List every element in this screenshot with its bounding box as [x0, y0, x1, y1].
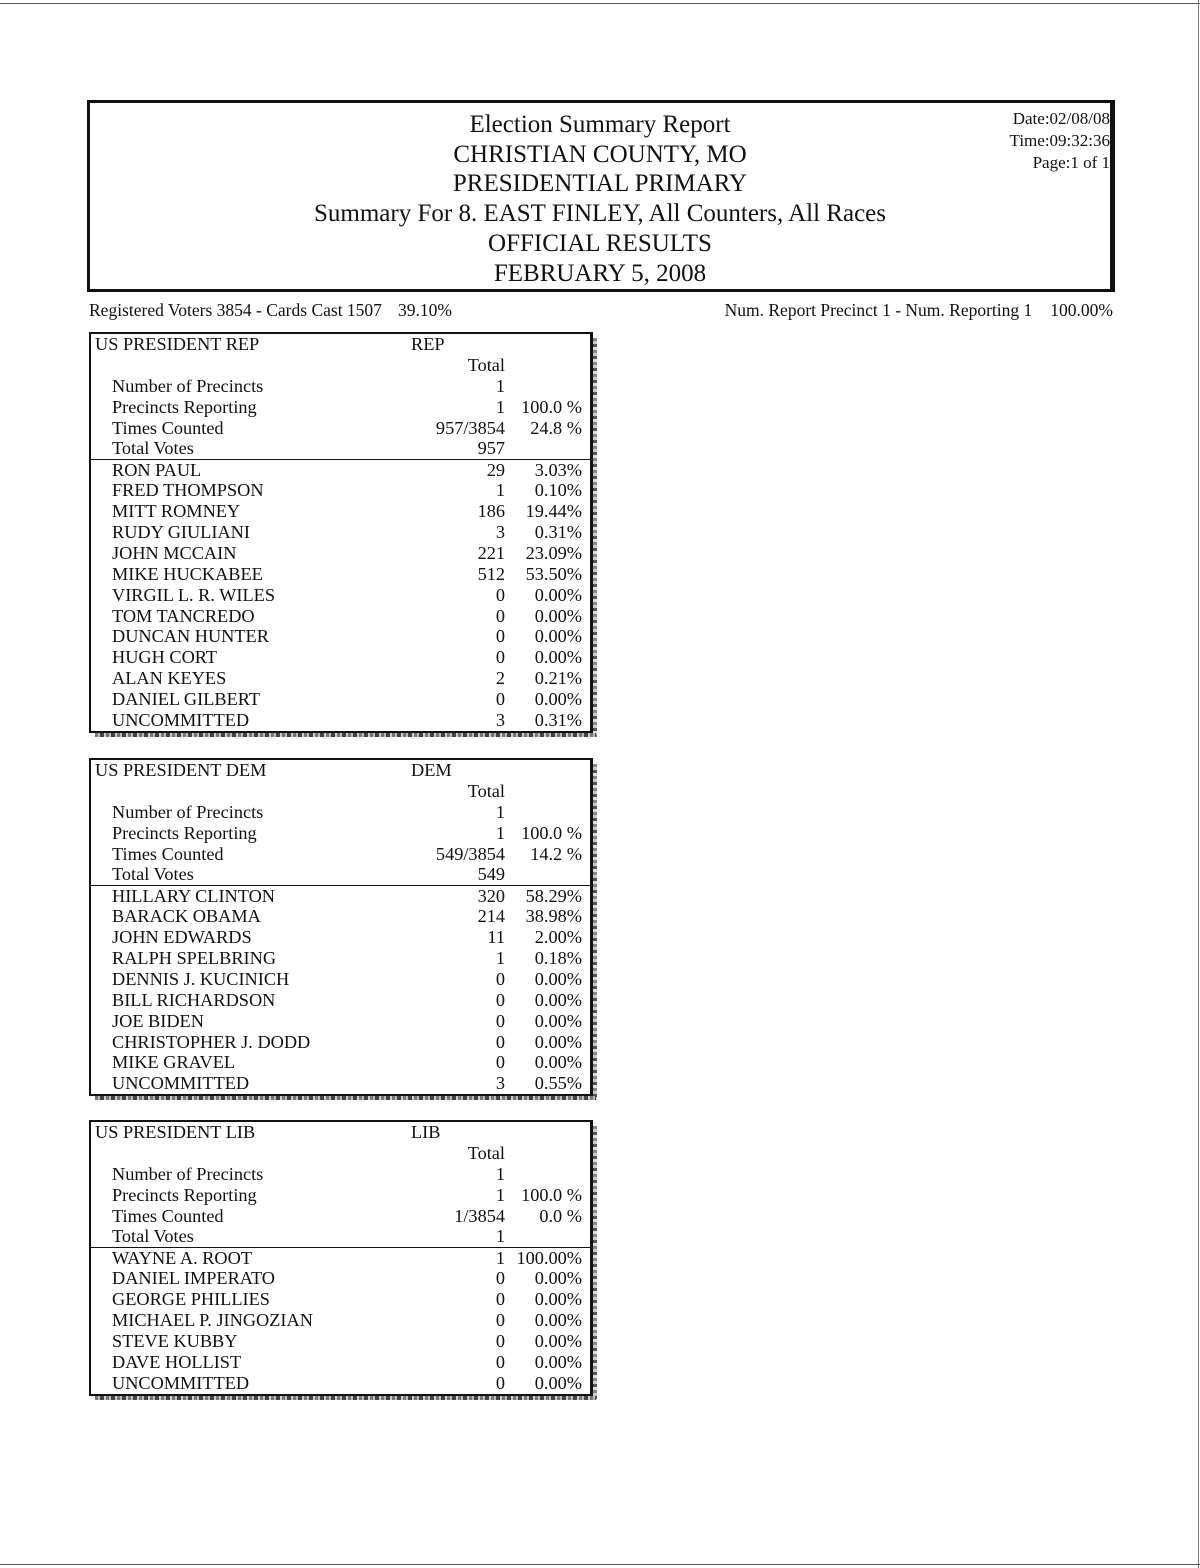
candidate-votes: 0 — [495, 647, 505, 668]
candidate-row — [91, 1073, 590, 1094]
stat-row — [91, 418, 590, 439]
candidate-percent: 0.00% — [534, 1289, 582, 1310]
stat-label: Total Votes — [112, 1226, 194, 1247]
stat-value: 1 — [495, 1226, 505, 1247]
candidate-row — [91, 543, 590, 564]
report-title: Election Summary Report — [469, 111, 731, 138]
stat-value: 1 — [495, 375, 505, 396]
summary-scope: Summary For 8. EAST FINLEY, All Counters, All Races — [314, 200, 886, 228]
candidate-name: MICHAEL P. JINGOZIAN — [112, 1310, 313, 1331]
candidate-percent: 0.18% — [534, 948, 582, 969]
stat-label: Precincts Reporting — [112, 396, 257, 417]
stat-row — [91, 1185, 590, 1206]
candidate-name: UNCOMMITTED — [112, 1073, 250, 1094]
candidate-percent: 58.29% — [525, 886, 582, 907]
candidate-votes: 2 — [495, 668, 505, 689]
candidate-votes: 3 — [495, 1073, 505, 1094]
candidate-row — [91, 969, 590, 990]
candidate-row — [91, 480, 590, 501]
candidate-votes: 186 — [477, 501, 505, 522]
stat-value: 1 — [495, 822, 505, 843]
candidate-percent: 0.31% — [534, 522, 582, 543]
stat-percent: 100.0 % — [521, 396, 582, 417]
candidate-name: STEVE KUBBY — [112, 1330, 238, 1351]
candidate-votes: 512 — [477, 563, 505, 584]
candidate-row — [91, 1331, 590, 1352]
candidate-percent: 0.00% — [534, 626, 582, 647]
candidate-row — [91, 906, 590, 927]
report-page: Page:1 of 1 — [1032, 153, 1110, 172]
report-header — [87, 100, 1115, 292]
stat-value: 957 — [477, 438, 505, 459]
candidate-percent: 0.00% — [534, 689, 582, 710]
race-table-lib — [89, 1120, 593, 1396]
candidate-name: DANIEL IMPERATO — [112, 1268, 276, 1289]
stat-row — [91, 438, 590, 459]
candidate-row — [91, 647, 590, 668]
candidate-percent: 23.09% — [525, 542, 582, 563]
candidate-votes: 214 — [477, 906, 505, 927]
candidate-percent: 100.00% — [516, 1248, 582, 1269]
race-title: US PRESIDENT REP — [95, 334, 260, 354]
candidate-name: DENNIS J. KUCINICH — [112, 968, 290, 989]
candidate-row — [91, 522, 590, 543]
candidate-votes: 3 — [495, 710, 505, 731]
voter-summary-text: Registered Voters 3854 - Cards Cast 1507 — [89, 300, 382, 320]
stat-row — [91, 844, 590, 865]
stat-row — [91, 823, 590, 844]
candidate-votes: 0 — [495, 1330, 505, 1351]
candidate-row — [91, 1032, 590, 1053]
stat-percent: 0.0 % — [539, 1205, 582, 1226]
report-time: Time:09:32:36 — [1009, 131, 1110, 150]
candidate-name: TOM TANCREDO — [112, 605, 255, 626]
candidate-row — [91, 606, 590, 627]
stat-value: 957/3854 — [435, 417, 505, 438]
stat-label: Precincts Reporting — [112, 1184, 257, 1205]
stat-value: 549 — [477, 864, 505, 885]
stat-percent: 100.0 % — [521, 822, 582, 843]
candidate-name: RUDY GIULIANI — [112, 522, 250, 543]
candidate-percent: 0.00% — [534, 584, 582, 605]
candidate-percent: 0.00% — [534, 1330, 582, 1351]
candidate-row — [91, 1373, 590, 1394]
candidate-row — [91, 948, 590, 969]
candidate-row — [91, 668, 590, 689]
candidate-percent: 0.00% — [534, 1372, 582, 1393]
total-column-header: Total — [467, 1142, 505, 1163]
candidate-percent: 19.44% — [525, 501, 582, 522]
candidate-row — [91, 459, 590, 480]
stat-value: 1/3854 — [454, 1205, 505, 1226]
candidate-votes: 0 — [495, 989, 505, 1010]
page-top-rule — [0, 3, 1200, 4]
stat-row — [91, 1226, 590, 1247]
stat-row — [91, 397, 590, 418]
candidate-name: DUNCAN HUNTER — [112, 626, 269, 647]
total-header-row — [91, 1143, 590, 1164]
candidate-percent: 0.31% — [534, 710, 582, 731]
candidate-votes: 1 — [495, 480, 505, 501]
stat-value: 1 — [495, 801, 505, 822]
candidate-row — [91, 626, 590, 647]
page-bottom-rule — [0, 1564, 1200, 1565]
stat-label: Number of Precincts — [112, 1163, 264, 1184]
race-party: REP — [411, 334, 445, 354]
stat-percent: 24.8 % — [530, 417, 582, 438]
stat-row — [91, 802, 590, 823]
candidate-name: WAYNE A. ROOT — [112, 1248, 252, 1269]
stat-label: Number of Precincts — [112, 801, 264, 822]
candidate-percent: 3.03% — [534, 460, 582, 481]
candidate-row — [91, 689, 590, 710]
candidate-name: RON PAUL — [112, 460, 202, 481]
total-column-header: Total — [467, 354, 505, 375]
candidate-votes: 1 — [495, 948, 505, 969]
candidate-row — [91, 710, 590, 731]
candidate-percent: 0.21% — [534, 668, 582, 689]
candidate-votes: 0 — [495, 1351, 505, 1372]
race-title: US PRESIDENT DEM — [95, 760, 267, 780]
reporting-percent: 100.00% — [1050, 300, 1113, 320]
race-title: US PRESIDENT LIB — [95, 1122, 256, 1142]
candidate-votes: 3 — [495, 522, 505, 543]
stat-percent: 100.0 % — [521, 1184, 582, 1205]
candidate-votes: 0 — [495, 626, 505, 647]
candidate-votes: 0 — [495, 1031, 505, 1052]
candidate-votes: 221 — [477, 542, 505, 563]
candidate-row — [91, 1289, 590, 1310]
candidate-name: RALPH SPELBRING — [112, 948, 277, 969]
candidate-votes: 0 — [495, 1268, 505, 1289]
candidate-name: HUGH CORT — [112, 647, 218, 668]
candidate-percent: 0.00% — [534, 1268, 582, 1289]
candidate-row — [91, 1352, 590, 1373]
candidate-votes: 0 — [495, 1372, 505, 1393]
stat-label: Times Counted — [112, 1205, 224, 1226]
candidate-name: CHRISTOPHER J. DODD — [112, 1031, 311, 1052]
candidate-votes: 0 — [495, 605, 505, 626]
candidate-percent: 53.50% — [525, 563, 582, 584]
candidate-name: DANIEL GILBERT — [112, 689, 260, 710]
page-right-rule — [1198, 0, 1199, 1568]
candidate-percent: 0.00% — [534, 647, 582, 668]
candidate-name: HILLARY CLINTON — [112, 886, 275, 907]
race-title-row — [91, 334, 590, 355]
candidate-votes: 1 — [495, 1248, 505, 1269]
stat-value: 1 — [495, 396, 505, 417]
candidate-votes: 0 — [495, 689, 505, 710]
candidate-name: JOHN MCCAIN — [112, 542, 237, 563]
candidate-name: GEORGE PHILLIES — [112, 1289, 270, 1310]
turnout-percent: 39.10% — [397, 300, 452, 320]
candidate-name: MIKE HUCKABEE — [112, 563, 263, 584]
candidate-percent: 0.00% — [534, 605, 582, 626]
stat-label: Times Counted — [112, 843, 224, 864]
stat-label: Total Votes — [112, 438, 194, 459]
candidate-votes: 0 — [495, 1052, 505, 1073]
candidate-row — [91, 1247, 590, 1268]
candidate-row — [91, 1310, 590, 1331]
candidate-percent: 0.00% — [534, 1031, 582, 1052]
stat-row — [91, 1206, 590, 1227]
stat-label: Precincts Reporting — [112, 822, 257, 843]
voter-summary — [89, 300, 452, 321]
candidate-row — [91, 990, 590, 1011]
candidate-name: UNCOMMITTED — [112, 1372, 250, 1393]
candidate-votes: 0 — [495, 1010, 505, 1031]
candidate-name: MITT ROMNEY — [112, 501, 241, 522]
stat-label: Total Votes — [112, 864, 194, 885]
candidate-name: FRED THOMPSON — [112, 480, 264, 501]
candidate-percent: 2.00% — [534, 927, 582, 948]
stat-value: 1 — [495, 1184, 505, 1205]
candidate-votes: 0 — [495, 584, 505, 605]
precinct-summary-text: Num. Report Precinct 1 - Num. Reporting 1 — [724, 300, 1033, 320]
candidate-percent: 0.55% — [534, 1073, 582, 1094]
total-header-row — [91, 781, 590, 802]
report-title-block — [90, 110, 1110, 288]
candidate-row — [91, 1052, 590, 1073]
candidate-votes: 29 — [486, 460, 505, 481]
stat-row — [91, 376, 590, 397]
race-title-row — [91, 1122, 590, 1143]
stat-label: Times Counted — [112, 417, 224, 438]
candidate-row — [91, 1268, 590, 1289]
race-title-row — [91, 760, 590, 781]
candidate-percent: 0.00% — [534, 1010, 582, 1031]
candidate-name: JOHN EDWARDS — [112, 927, 252, 948]
candidate-name: VIRGIL L. R. WILES — [112, 584, 275, 605]
report-date: Date:02/08/08 — [1012, 109, 1110, 128]
race-table-rep — [89, 332, 593, 733]
candidate-votes: 0 — [495, 968, 505, 989]
race-party: DEM — [411, 760, 452, 780]
stat-row — [91, 864, 590, 885]
stat-value: 549/3854 — [435, 843, 505, 864]
candidate-percent: 0.00% — [534, 1310, 582, 1331]
candidate-name: ALAN KEYES — [112, 668, 227, 689]
candidate-name: BILL RICHARDSON — [112, 989, 276, 1010]
total-column-header: Total — [467, 780, 505, 801]
candidate-row — [91, 564, 590, 585]
candidate-percent: 0.00% — [534, 989, 582, 1010]
candidate-percent: 0.00% — [534, 1351, 582, 1372]
candidate-name: UNCOMMITTED — [112, 710, 250, 731]
total-header-row — [91, 355, 590, 376]
candidate-percent: 0.10% — [534, 480, 582, 501]
candidate-row — [91, 885, 590, 906]
candidate-name: MIKE GRAVEL — [112, 1052, 236, 1073]
election-name: PRESIDENTIAL PRIMARY — [452, 170, 748, 198]
candidate-name: BARACK OBAMA — [112, 906, 261, 927]
stat-label: Number of Precincts — [112, 375, 264, 396]
candidate-row — [91, 1011, 590, 1032]
candidate-votes: 0 — [495, 1289, 505, 1310]
candidate-votes: 11 — [487, 927, 505, 948]
candidate-row — [91, 927, 590, 948]
stat-value: 1 — [495, 1163, 505, 1184]
election-date: FEBRUARY 5, 2008 — [493, 259, 707, 287]
candidate-votes: 0 — [495, 1310, 505, 1331]
candidate-name: JOE BIDEN — [112, 1010, 204, 1031]
candidate-percent: 38.98% — [525, 906, 582, 927]
results-status: OFFICIAL RESULTS — [488, 229, 712, 257]
candidate-percent: 0.00% — [534, 1052, 582, 1073]
stat-percent: 14.2 % — [530, 843, 582, 864]
race-table-dem — [89, 758, 593, 1096]
precinct-summary — [725, 300, 1113, 321]
candidate-row — [91, 501, 590, 522]
candidate-percent: 0.00% — [534, 968, 582, 989]
report-meta — [1010, 108, 1110, 174]
county-name: CHRISTIAN COUNTY, MO — [453, 140, 747, 168]
candidate-votes: 320 — [477, 886, 505, 907]
candidate-name: DAVE HOLLIST — [112, 1351, 242, 1372]
stat-row — [91, 1164, 590, 1185]
race-party: LIB — [411, 1122, 441, 1142]
candidate-row — [91, 585, 590, 606]
